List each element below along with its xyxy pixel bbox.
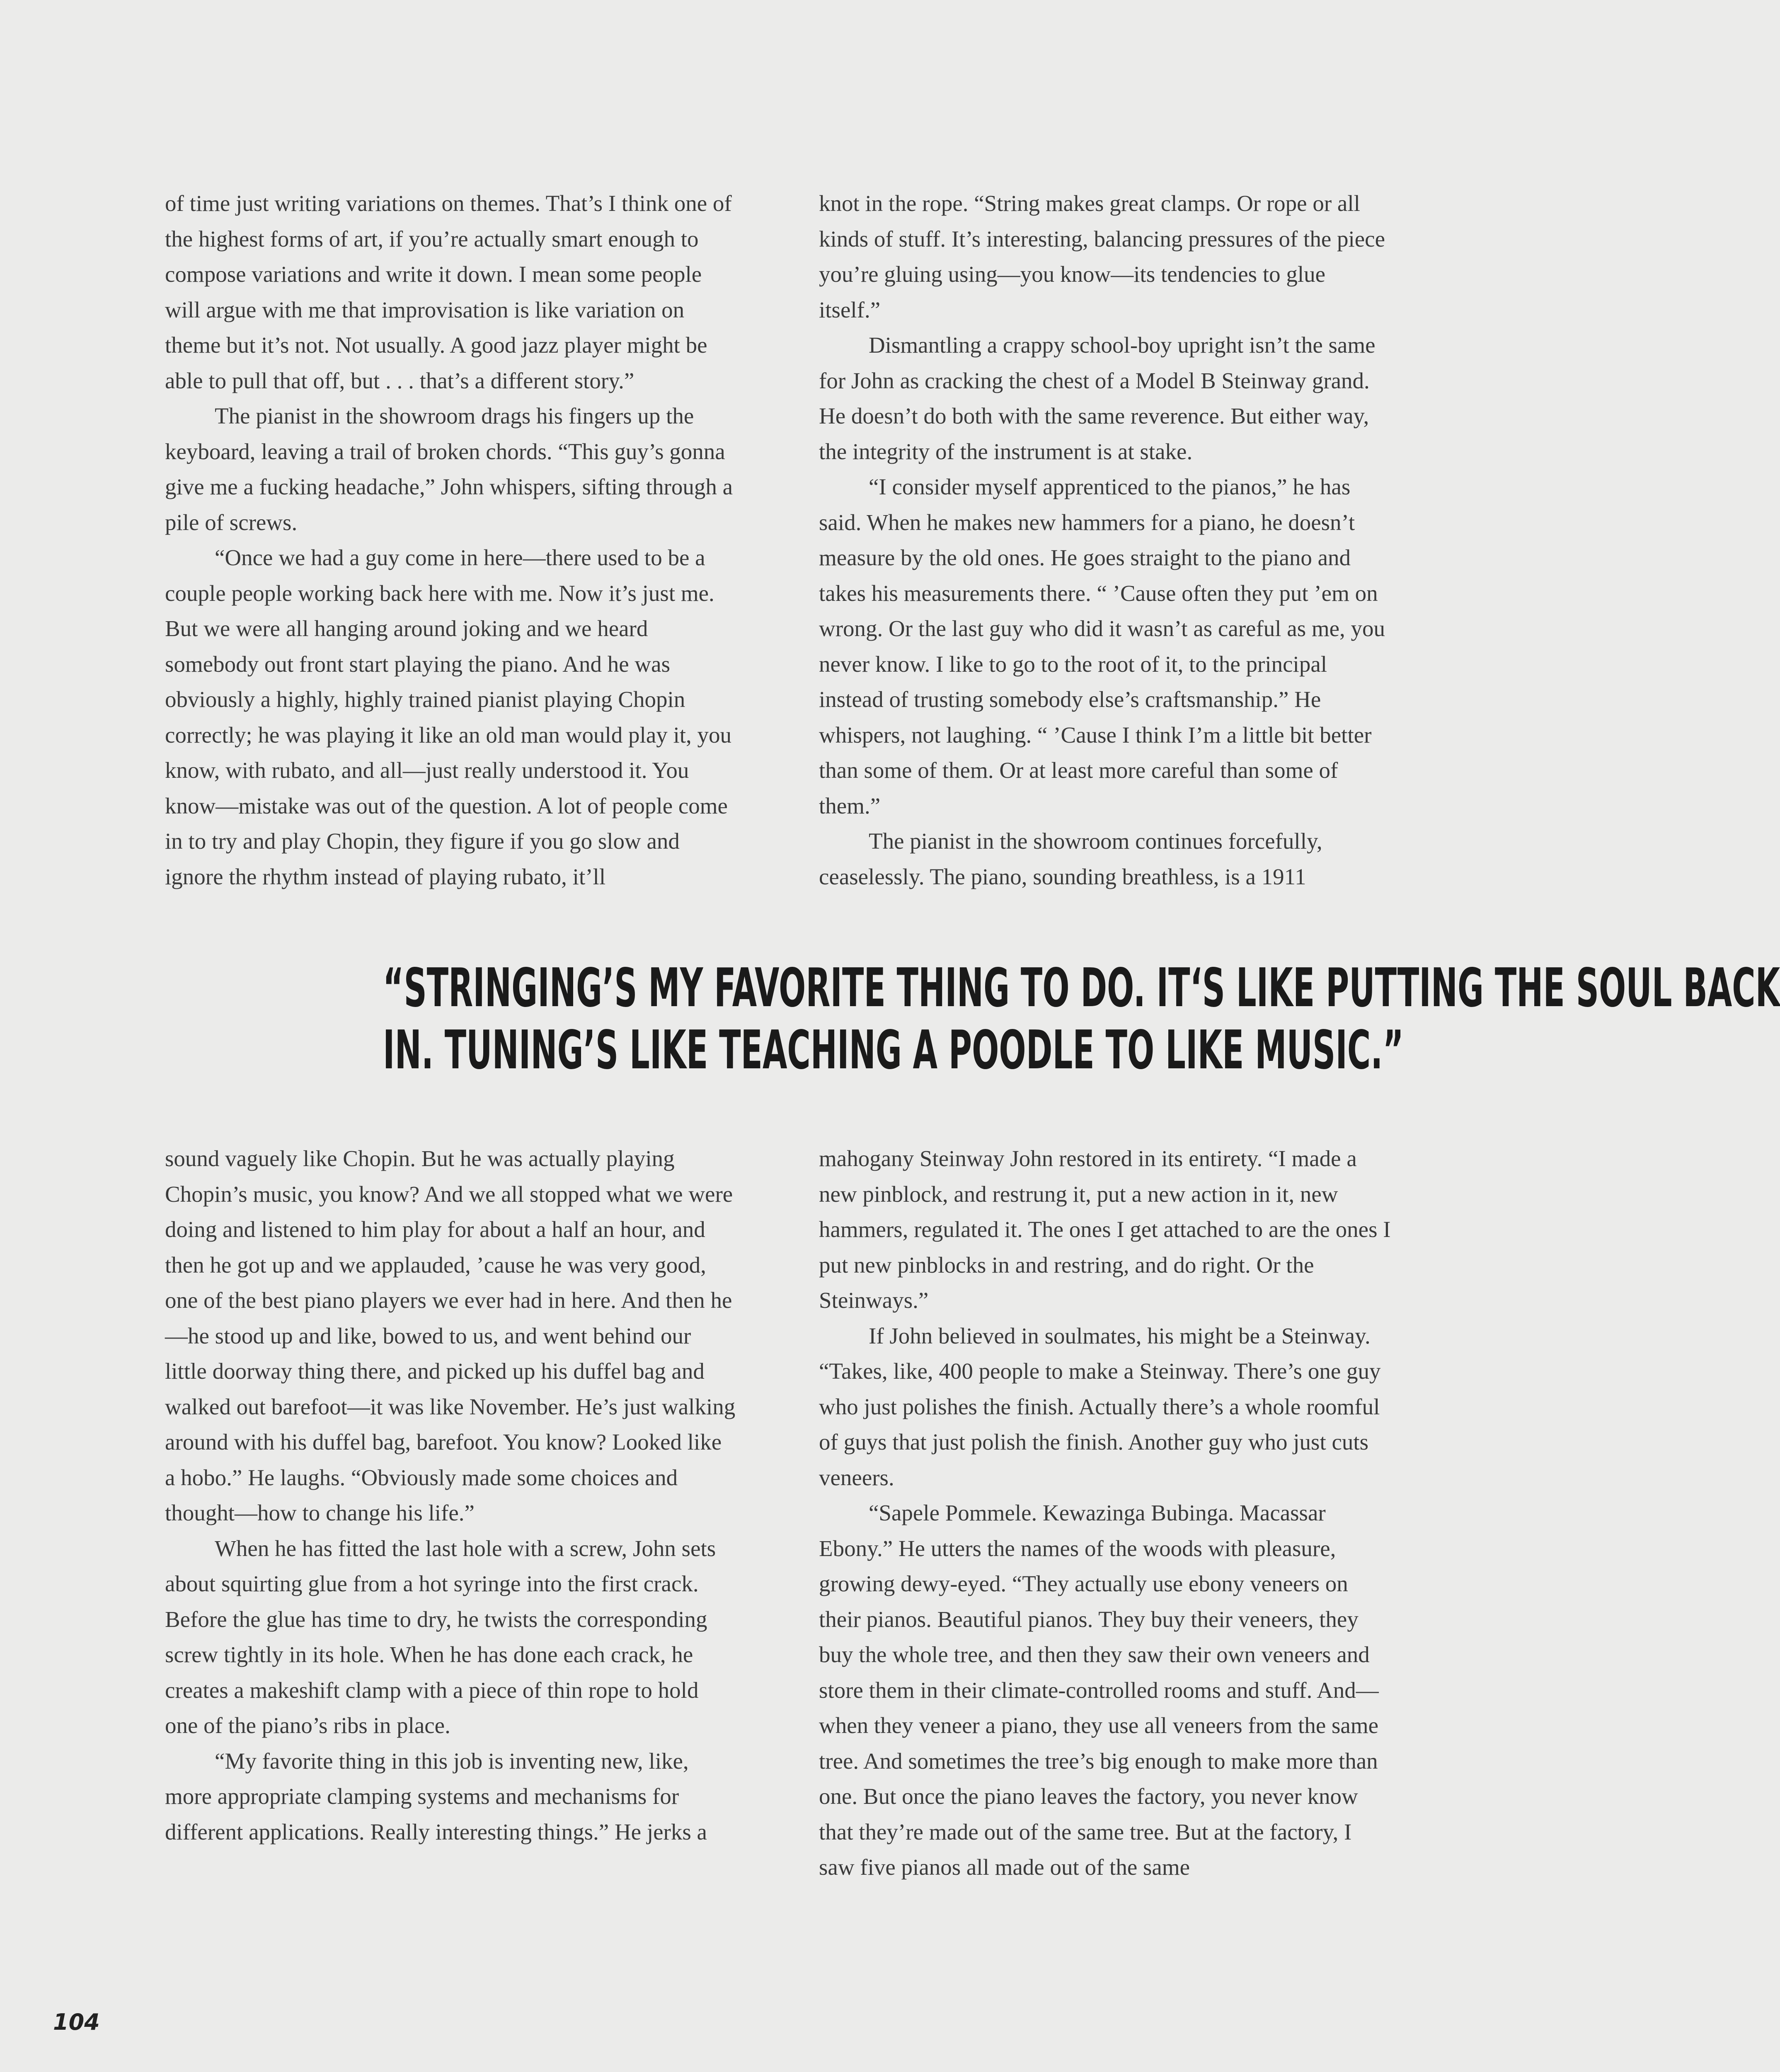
column-top-right [819, 186, 1391, 894]
column-top-left [165, 186, 737, 894]
paragraph: “My favorite thing in this job is inventing new, like, more appropriate clamping systems and mechanisms for different applications. Really interesting things.” He jerks a [165, 1748, 707, 1844]
paragraph: When he has fitted the last hole with a screw, John sets about squirting glue from a hot syringe into the first crack. Before the glue has time to dry, he twists the corresponding screw tightly in its hole. When he has done each crack, he creates a makeshift clamp with a piece of thin rope to hold one of the piano’s ribs in place. [165, 1535, 716, 1738]
paragraph: knot in the rope. “String makes great clamps. Or rope or all kinds of stuff. It’s interesting, balancing pressures of the piece you’re gluing using—you know—its tendencies to glue itself.” [819, 191, 1385, 322]
column-bottom-left [165, 1141, 737, 1849]
pull-quote [383, 957, 1780, 1082]
paragraph: If John believed in soulmates, his might be a Steinway. “Takes, like, 400 people to make a Steinway. There’s one guy who just polishes the finish. Actually there’s a whole roomful of guys that just polish the finish. Another guy who just cuts veneers. [819, 1323, 1381, 1490]
paragraph: The pianist in the showroom continues forcefully, ceaselessly. The piano, sounding breathless, is a 1911 [819, 828, 1322, 889]
pull-quote-line: IN. TUNING’S LIKE TEACHING A POODLE TO LIKE MUSIC.” [383, 1019, 1404, 1081]
pull-quote-line: “STRINGING’S MY FAVORITE THING TO DO. IT‘S LIKE PUTTING THE SOUL BACK [383, 957, 1780, 1019]
column-bottom-right [819, 1141, 1391, 1885]
paragraph: of time just writing variations on themes. That’s I think one of the highest forms of art, if you’re actually smart enough to compose variations and write it down. I mean some people will argue with me that improvisation is like variation on theme but it’s not. Not usually. A good jazz player might be able to pull that off, but . . . that’s a different story.” [165, 191, 732, 393]
paragraph: The pianist in the showroom drags his fingers up the keyboard, leaving a trail of broken chords. “This guy’s gonna give me a fucking headache,” John whispers, sifting through a pile of screws. [165, 403, 733, 535]
paragraph: “Once we had a guy come in here—there used to be a couple people working back here with me. Now it’s just me. But we were all hanging around joking and we heard somebody out front start playing the piano. And he was obviously a highly, highly trained pianist playing Chopin correctly; he was playing it like an old man would play it, you know, with rubato, and all—just really understood it. You know—mistake was out of the question. A lot of people come in to try and play Chopin, they figure if you go slow and ignore the rhythm instead of playing rubato, it’ll [165, 545, 732, 889]
paragraph: sound vaguely like Chopin. But he was actually playing Chopin’s music, you know? And we all stopped what we were doing and listened to him play for about a half an hour, and then he got up and we applauded, ’cause he was very good, one of the best piano players we ever had in here. And then he—he stood up and like, bowed to us, and went behind our little doorway thing there, and picked up his duffel bag and walked out barefoot—it was like November. He’s just walking around with his duffel bag, barefoot. You know? Looked like a hobo.” He laughs. “Obviously made some choices and thought—how to change his life.” [165, 1146, 736, 1525]
page-number: 104 [53, 2009, 100, 2035]
paragraph: mahogany Steinway John restored in its entirety. “I made a new pinblock, and restrung it, put a new action in it, new hammers, regulated it. The ones I get attached to are the ones I put new pinblocks in and restring, and do right. Or the Steinways.” [819, 1146, 1391, 1313]
paragraph: Dismantling a crappy school-boy upright isn’t the same for John as cracking the chest of a Model B Steinway grand. He doesn’t do both with the same reverence. But either way, the integrity of the instrument is at stake. [819, 332, 1376, 464]
paragraph: “Sapele Pommele. Kewazinga Bubinga. Macassar Ebony.” He utters the names of the woods with pleasure, growing dewy-eyed. “They actually use ebony veneers on their pianos. Beautiful pianos. They buy their veneers, they buy the whole tree, and then they saw their own veneers and store them in their climate-controlled rooms and stuff. And—when they veneer a piano, they use all veneers from the same tree. And sometimes the tree’s big enough to make more than one. But once the piano leaves the factory, you never know that they’re made out of the same tree. But at the factory, I saw five pianos all made out of the same [819, 1500, 1379, 1880]
paragraph: “I consider myself apprenticed to the pianos,” he has said. When he makes new hammers for a piano, he doesn’t measure by the old ones. He goes straight to the piano and takes his measurements there. “ ’Cause often they put ’em on wrong. Or the last guy who did it wasn’t as careful as me, you never know. I like to go to the root of it, to the principal instead of trusting somebody else’s craftsmanship.” He whispers, not laughing. “ ’Cause I think I’m a little bit better than some of them. Or at least more careful than some of them.” [819, 474, 1385, 818]
